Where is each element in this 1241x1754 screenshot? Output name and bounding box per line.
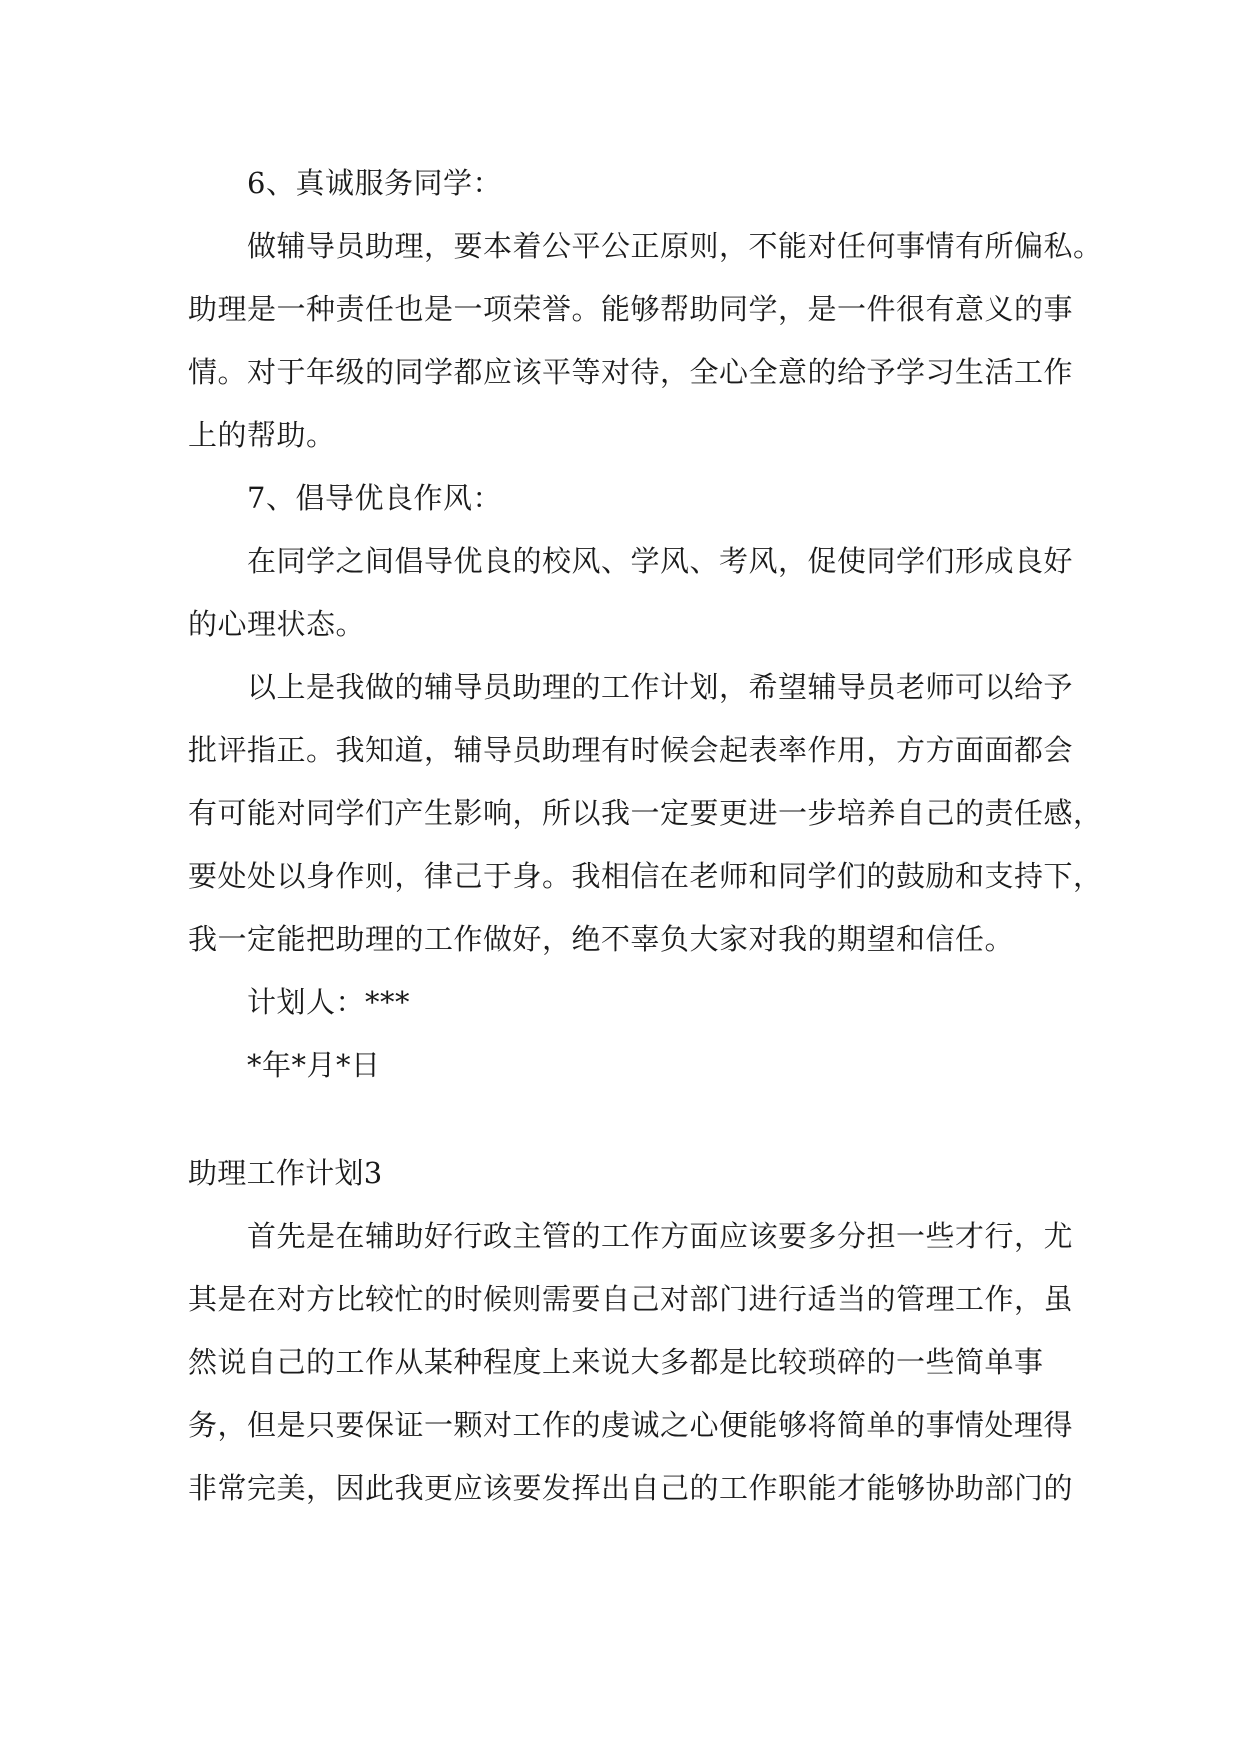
paragraph-line: 有可能对同学们产生影响，所以我一定要更进一步培养自己的责任感，: [188, 796, 1103, 830]
paragraph-line: 要处处以身作则，律己于身。我相信在老师和同学们的鼓励和支持下，: [188, 859, 1103, 893]
paragraph-line: 首先是在辅助好行政主管的工作方面应该要多分担一些才行，尤: [247, 1219, 1074, 1253]
paragraph-line: 我一定能把助理的工作做好，绝不辜负大家对我的期望和信任。: [188, 922, 1015, 956]
paragraph-line: 做辅导员助理，要本着公平公正原则，不能对任何事情有所偏私。: [247, 229, 1103, 263]
item-7-heading: 7、倡导优良作风：: [247, 481, 502, 515]
paragraph-line: 情。对于年级的同学都应该平等对待，全心全意的给予学习生活工作: [188, 355, 1074, 389]
paragraph-line: 批评指正。我知道，辅导员助理有时候会起表率作用，方方面面都会: [188, 733, 1074, 767]
paragraph-line: 助理是一种责任也是一项荣誉。能够帮助同学，是一件很有意义的事: [188, 292, 1074, 326]
item-6-heading: 6、真诚服务同学：: [247, 166, 502, 200]
paragraph-line: 在同学之间倡导优良的校风、学风、考风，促使同学们形成良好: [247, 544, 1074, 578]
paragraph-line: 的心理状态。: [188, 607, 366, 641]
paragraph-line: 然说自己的工作从某种程度上来说大多都是比较琐碎的一些简单事: [188, 1345, 1044, 1379]
section-title: 助理工作计划3: [188, 1156, 383, 1190]
paragraph-line: 以上是我做的辅导员助理的工作计划，希望辅导员老师可以给予: [247, 670, 1074, 704]
paragraph-line: 上的帮助。: [188, 418, 336, 452]
planner-signature: 计划人：***: [247, 985, 411, 1019]
date-line: *年*月*日: [247, 1048, 381, 1082]
paragraph-line: 非常完美，因此我更应该要发挥出自己的工作职能才能够协助部门的: [188, 1471, 1074, 1505]
paragraph-line: 其是在对方比较忙的时候则需要自己对部门进行适当的管理工作，虽: [188, 1282, 1074, 1316]
paragraph-line: 务，但是只要保证一颗对工作的虔诚之心便能够将简单的事情处理得: [188, 1408, 1074, 1442]
